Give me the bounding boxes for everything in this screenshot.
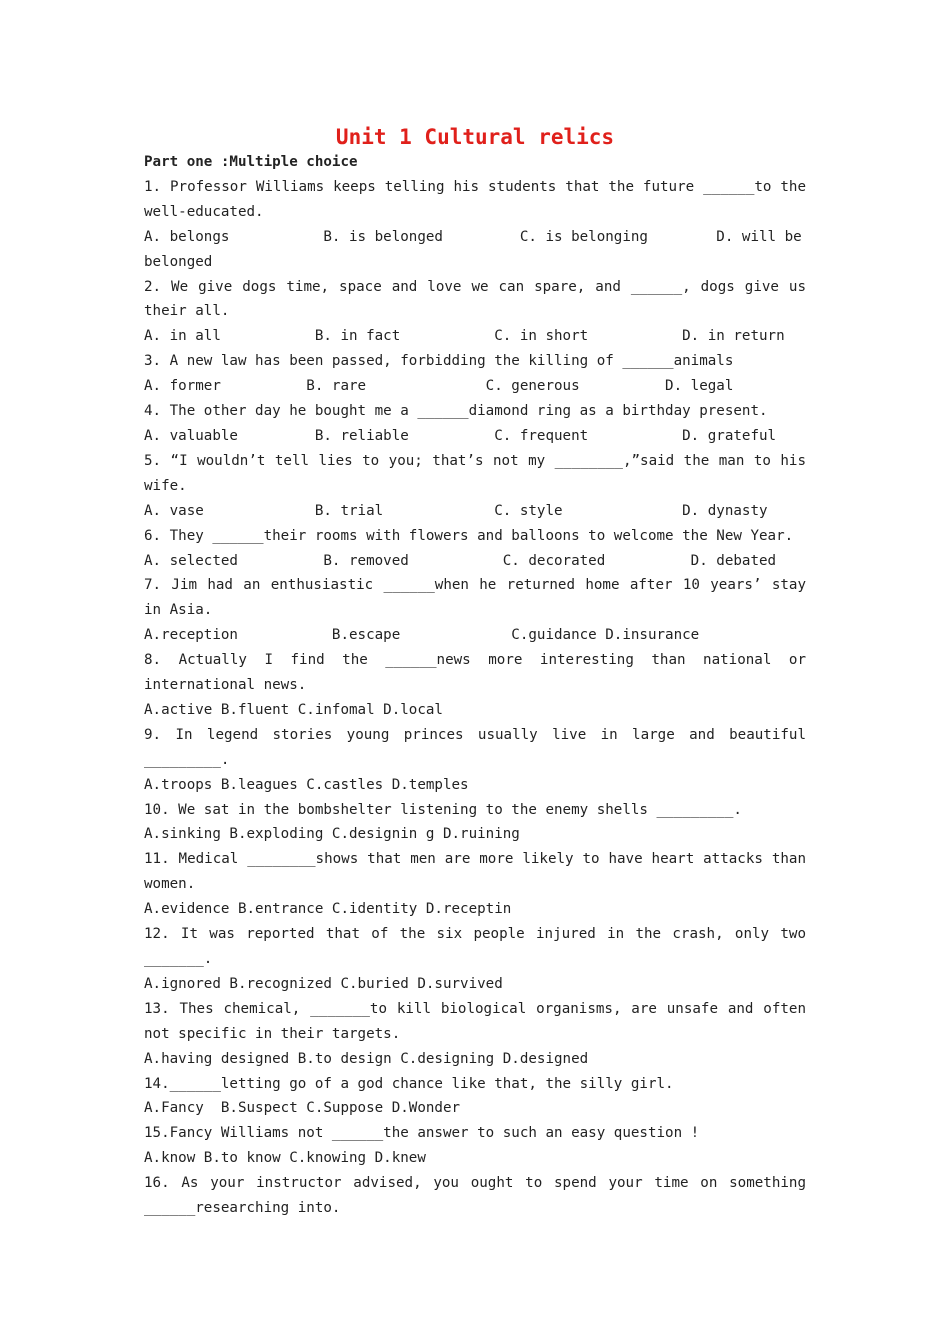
question-2 [144, 275, 815, 350]
question-options: A.Fancy B.Suspect C.Suppose D.Wonder [144, 1100, 461, 1117]
question-text: 11. Medical ________shows that men are more likely to have heart attacks than women. [144, 851, 815, 893]
question-9 [144, 723, 815, 798]
question-12 [144, 922, 815, 997]
question-options: A. former B. rare C. generous D. legal [144, 378, 734, 395]
question-14 [144, 1072, 806, 1122]
question-text: 6. They ______their rooms with flowers and balloons to welcome the New Year. [144, 527, 794, 544]
document-page [144, 124, 815, 1221]
question-4 [144, 399, 806, 449]
question-text: 8. Actually I find the ______news more interesting than national or international news. [144, 652, 815, 694]
page-title: Unit 1 Cultural relics [335, 125, 615, 149]
question-8 [144, 648, 815, 723]
question-options: A. vase B. trial C. style D. dynasty [144, 502, 768, 519]
question-options: A. selected B. removed C. decorated D. debated [144, 552, 777, 569]
question-1 [144, 175, 815, 275]
question-text: 1. Professor Williams keeps telling his students that the future ______to the well-educated. [144, 178, 815, 220]
question-text: 15.Fancy Williams not ______the answer to such an easy question ! [144, 1125, 700, 1142]
question-text: 12. It was reported that of the six people injured in the crash, only two _______. [144, 926, 815, 967]
question-16 [144, 1171, 815, 1221]
question-options: A.active B.fluent C.infomal D.local [144, 701, 443, 718]
question-text: 14.______letting go of a god chance like that, the silly girl. [144, 1075, 674, 1092]
question-text: 4. The other day he bought me a ______diamond ring as a birthday present. [144, 403, 768, 420]
question-options: A. valuable B. reliable C. frequent D. grateful [144, 427, 777, 444]
question-6 [144, 524, 806, 574]
question-7 [144, 573, 815, 648]
question-options: A. in all B. in fact C. in short D. in return [144, 328, 785, 345]
question-options: A.having designed B.to design C.designing D.designed [144, 1050, 589, 1067]
question-options: A.ignored B.recognized C.buried D.survived [144, 975, 503, 992]
question-text: 16. As your instructor advised, you ought to spend your time on something ______researching into. [144, 1175, 815, 1217]
question-15 [144, 1121, 806, 1171]
question-options: A.evidence B.entrance C.identity D.receptin [144, 901, 512, 918]
question-3 [144, 349, 806, 399]
question-options: A. belongs B. is belonged C. is belonging D. will be belonged [144, 228, 802, 270]
question-10 [144, 798, 806, 848]
question-options: A.know B.to know C.knowing D.knew [144, 1150, 426, 1167]
question-text: 7. Jim had an enthusiastic ______when he returned home after 10 years’ stay in Asia. [144, 577, 815, 619]
question-text: 9. In legend stories young princes usually live in large and beautiful _________. [144, 726, 815, 768]
question-options: A.reception B.escape C.guidance D.insurance [144, 627, 700, 644]
question-options: A.troops B.leagues C.castles D.temples [144, 776, 469, 793]
question-options: A.sinking B.exploding C.designin g D.ruining [144, 826, 520, 843]
question-text: 13. Thes chemical, _______to kill biological organisms, are unsafe and often not specific in their targets. [144, 1000, 815, 1042]
section-heading: Part one :Multiple choice [144, 154, 358, 170]
question-text: 5. “I wouldn’t tell lies to you; that’s not my ________,”said the man to his wife. [144, 452, 815, 494]
question-11 [144, 847, 815, 922]
question-text: 3. A new law has been passed, forbidding the killing of ______animals [144, 353, 734, 370]
question-13 [144, 997, 815, 1072]
question-text: 2. We give dogs time, space and love we can spare, and ______, dogs give us their all. [144, 278, 815, 320]
question-text: 10. We sat in the bombshelter listening to the enemy shells _________. [144, 801, 742, 818]
question-5 [144, 449, 815, 524]
